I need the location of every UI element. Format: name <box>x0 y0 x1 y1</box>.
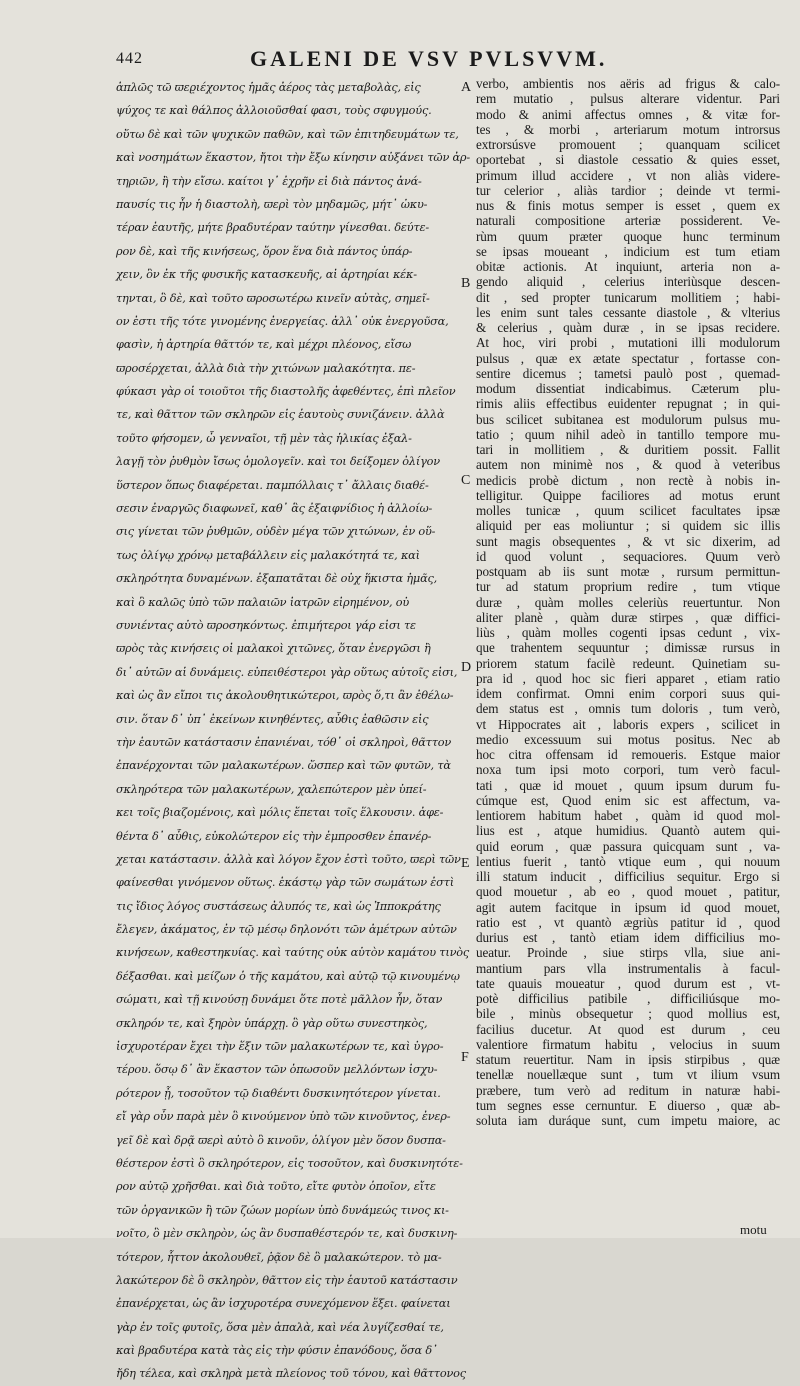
text-line: aliter planè , quàm duræ stirpes , quæ diffici- <box>476 609 780 625</box>
text-line: cúmque est, Quod enim sic est affectum, va- <box>476 792 780 808</box>
text-line: obitæ actionis. At inquiunt, arteria non a- <box>476 259 780 274</box>
margin-letter-e: E <box>461 856 470 871</box>
text-line: tatio ; quum nihil adeò in tantillo tempore mu- <box>476 426 780 442</box>
text-line: ueatur. Proinde , siue stirps vlla, siue ani- <box>476 945 780 961</box>
text-line: φαίνεσθαι γινόμενον οὕτως. ἑκάστῳ γὰρ τῶν σωμάτων ἐστὶ <box>116 876 454 890</box>
text-line: modum dissentiat indicabimus. Cæterum plu- <box>476 381 780 396</box>
text-line: ὕστερον ὅπως διαφέρεται. παμπόλλαις τ᾽ ἄλλαις διαθέ- <box>116 478 429 492</box>
text-line: τὴν ἑαυτῶν κατάστασιν ἐπανιέναι, τόθ᾽ οἱ σκληροὶ, θᾶττον <box>116 735 452 749</box>
text-line: κινήσεων, καθεστηκυίας. καὶ ταύτης οὐκ αὐτὸν καμάτου τινὸς <box>116 946 469 960</box>
text-line: τηριῶν, ἢ τὴν εἴσω. καίτοι γ᾽ ἐχρῆν εἰ διὰ πάντος ἀνά- <box>116 174 422 188</box>
text-line: ψύχος τε καὶ θάλπος ἀλλοιοῦσθαί φασι, τοὺς σφυγμούς. <box>116 104 432 118</box>
margin-letter-a: A <box>461 80 472 95</box>
text-line: χεται κατάστασιν. ἀλλὰ καὶ λόγον ἔχον ἐστὶ τοῦτο, ϖερὶ τῶν <box>116 852 461 866</box>
text-line: duræ , quàm molles celeriùs reuertuntur. Non <box>476 594 780 610</box>
text-line: medicis probè dictum , non rectè à nobis in- <box>476 472 780 488</box>
text-line: liùs , quàm molles cogenti ipsas cedunt , vix- <box>476 625 780 640</box>
text-line: mantium pars vlla instrumentalis à facul- <box>476 960 780 976</box>
text-line: tur ad statum proprium redire , tum vtique <box>476 579 780 595</box>
margin-letter-c: C <box>461 473 471 488</box>
text-line: δέξασθαι. καὶ μείζων ὁ τῆς καμάτου, καὶ αὐτῷ τῷ κινουμένῳ <box>116 969 460 983</box>
text-line: vt Hippocrates ait , laboris expers , scilicet in <box>476 716 780 732</box>
text-line: dit , sed propter tunicarum mollitiem ; habi- <box>476 289 780 305</box>
text-line: agit autem facitque in ipsum id quod mouet, <box>476 899 780 915</box>
text-line: ἔλεγεν, ἀκάματος, ἐν τῷ μέσῳ δηλονότι τῶν ἀμέτρων αὐτῶν <box>116 923 457 937</box>
text-line: naturali compositione arteriæ possiderent. Ve- <box>476 213 780 229</box>
text-line: rùm quum præter quoque hunc terminum <box>476 228 780 244</box>
text-line: tum segnes esse cernuntur. E diuerso , quæ ab- <box>476 1097 780 1113</box>
catchword: motu <box>740 1222 767 1237</box>
text-line: λαγῇ τὸν ῥυθμὸν ἴσως ὁμολογεῖν. καὶ τοι δείξομεν ὀλίγον <box>116 455 440 469</box>
text-line: & celerius , quàm duræ , in se ipsas recidere. <box>476 320 780 335</box>
greek-text-column <box>116 76 470 1381</box>
margin-letter-b: B <box>461 276 471 291</box>
text-line: pra id , quod hoc sic fieri apparet , etiam ratio <box>476 670 780 686</box>
text-line: tari in mollitiem , & duritiem possit. Fallit <box>476 442 780 457</box>
text-line: medio excessuum sui motus positus. Nec ab <box>476 731 780 747</box>
text-line: ϖρὸς τὰς κινήσεις οἱ μαλακοὶ χιτῶνες, ὅταν ἐνεργῶσι ἢ <box>116 642 431 656</box>
text-line: γὰρ ἐν τοῖς φυτοῖς, ὅσα μὲν ἁπαλὰ, καὶ νέα λυγίζεσθαί τε, <box>116 1320 444 1334</box>
text-line: ratio est , vt quantò ægriùs patitur id , quod <box>476 914 780 930</box>
text-line: noxa tum ipsi moto corpori, tum verò facul- <box>476 762 780 778</box>
text-line: σεσιν ἐναργῶς διαφωνεῖ, καθ᾽ ἃς ἐξαιφνίδιος ἡ ἀλλοίω- <box>116 502 433 516</box>
text-line: εἴ γὰρ οὖν παρὰ μὲν ὃ κινούμενον ὑπὸ τῶν κινοῦντος, ἐνερ- <box>116 1110 451 1124</box>
text-line: sentire dicemus ; tametsi paulò post , quemad- <box>476 365 780 381</box>
text-line: φύκασι γὰρ οἱ τοιοῦτοι τῆς διαστολῆς ἀφεθέντες, ἐπὶ πλεῖον <box>116 385 456 399</box>
text-line: τέραν ἑαυτῆς, μήτε βραδυτέραν ταύτην γίνεσθαι. δεύτε- <box>116 221 429 235</box>
text-line: primum illud accidere , vt non aliàs videre- <box>476 167 780 183</box>
text-line: statum reuertitur. Nam in ipsis stirpibus , quæ <box>476 1052 780 1067</box>
text-line: τέρου. ὅσῳ δ᾽ ἂν ἕκαστον τῶν ὁπωσοῦν μελλόντων ἰσχυ- <box>116 1063 438 1077</box>
text-line: θέντα δ᾽ αὖθις, εὐκολώτερον εἰς τὴν ἐμπροσθεν ἐπανέρ- <box>116 829 432 843</box>
text-line: τε, καὶ θᾶττον τῶν σκληρῶν εἰς ἑαυτοὺς συνιζάνειν. ἀλλὰ <box>116 408 445 422</box>
text-line: ἤδη τέλεα, καὶ σκληρὰ μετὰ πλείονος τοῦ τόνου, καὶ θᾶττονος <box>116 1367 466 1381</box>
text-line: telligitur. Quippe faciliores ad motus erunt <box>476 487 780 503</box>
text-line: συνιέντας αὐτὸ ϖροσηκόντως. ἐπιμήτεροι γάρ εἰσι τε <box>116 618 416 632</box>
text-line: aliquid per eas moliuntur ; si quidem sic illis <box>476 518 780 534</box>
text-line: σκληρόν τε, καὶ ξηρὸν ὑπάρχῃ. ὃ γὰρ οὕτω συνεστηκὸς, <box>116 1016 428 1030</box>
text-line: verbo, ambientis nos aëris ad frigus & calo- <box>476 76 780 91</box>
text-line: lentiorem habitum habet , quàm id quod mol- <box>476 808 780 823</box>
text-line: præbere, tum verò ad reditum in naturæ habi- <box>476 1082 780 1098</box>
text-line: σις γίνεται τῶν ῥυθμῶν, οὐδὲν μέγα τῶν χιτώνων, ἐν οὕ- <box>116 525 436 539</box>
text-line: se ipsas moueant , indicium est tum etiam <box>476 243 780 259</box>
margin-letter-f: F <box>461 1050 469 1065</box>
text-line: κει τοῖς βιαζομένοις, καὶ μόλις ἕπεται τοῖς ἕλκουσιν. ἀφε- <box>116 806 444 820</box>
text-line: καὶ νοσημάτων ἕκαστον, ἤτοι τὴν ἔξω κίνησιν αὐξάνει τῶν ἀρ- <box>116 151 470 165</box>
text-line: θέστερον ἐστὶ ὃ σκληρότερον, εἰς τοσοῦτον, καὶ δυσκινητότε- <box>116 1156 463 1170</box>
text-line: νοῖτο, ὃ μὲν σκληρὸν, ὡς ἂν δυσπαθέστερόν τε, καὶ δυσκινη- <box>116 1227 458 1241</box>
text-line: ρον δὲ, καὶ τῆς κινήσεως, ὅρον ἕνα διὰ πάντος ὑπάρ- <box>116 244 413 258</box>
text-line: καὶ βραδυτέρα κατὰ τὰς εἰς τὴν φύσιν ἐπανόδους, ὅσα δ᾽ <box>116 1344 438 1358</box>
text-line: id quod volunt , sequaciores. Quum verò <box>476 548 780 564</box>
text-line: φασὶν, ἡ ἀρτηρία θᾶττόν τε, καὶ μέχρι πλέονος, εἴσω <box>116 338 412 352</box>
text-line: τηνται, ὃ δὲ, καὶ τοῦτο ϖροσωτέρω κινεῖν αὐτὰς, σημεῖ- <box>116 291 430 305</box>
text-line: postquam ab iis sunt motæ , rursum permittun- <box>476 564 780 579</box>
text-line: oportebat , si diastole cessatio & quies esset, <box>476 152 780 168</box>
text-line: ρότερον ᾖ, τοσοῦτον τῷ διαθέντι δυσκινητότερον γίνεται. <box>116 1086 441 1100</box>
text-line: molles tunicæ , quum scilicet facultates ipsæ <box>476 503 780 518</box>
text-line: tati , quæ id mouet , quum ipsum durum fu- <box>476 777 780 793</box>
text-line: τοῦτο φήσομεν, ὦ γενναῖοι, τῇ μὲν τὰς ἡλικίας ἐξαλ- <box>116 431 412 445</box>
text-line: σκληρότερα τῶν μαλακωτέρων, χαλεπώτερον μὲν ὑπεί- <box>116 782 427 796</box>
text-line: facilius ducetur. At quod est durum , ceu <box>476 1021 780 1037</box>
text-line: καὶ ὃ καλῶς ὑπὸ τῶν παλαιῶν ἰατρῶν εἰρημένον, οὐ <box>116 595 410 609</box>
text-line: ἁπλῶς τῶ ϖεϱιέχοντος ἡμᾶς ἀέρος τὰς μεταβολὰς, εἰς <box>116 81 421 94</box>
text-line: bile , minùs obsequetur ; quod mollius est, <box>476 1006 780 1022</box>
text-line: soluta iam duráque sunt, cum impetu maiore, ac <box>476 1113 780 1128</box>
text-line: δι᾽ αὐτῶν αἱ δυνάμεις. εὐπειθέστεροι γὰρ οὕτως αὐτοῖς εἰσι, <box>116 665 458 679</box>
text-line: χειν, ὃν ἐκ τῆς φυσικῆς κατασκευῆς, αἱ ἀρτηρίαι κέκ- <box>116 268 417 282</box>
text-line: τως ὀλίγῳ χρόνῳ μεταβάλλειν εἰς μαλακότητά τε, καὶ <box>116 548 420 562</box>
text-line: quid eorum , quæ passura quicquam sunt , va- <box>476 838 780 854</box>
text-line: τότερον, ἧττον ἀκολουθεῖ, ῥᾷον δὲ ὃ μαλακώτερον. τὸ μα- <box>116 1250 442 1264</box>
text-line: lentius fuerit , tantò vtique eum , qui nouum <box>476 853 780 869</box>
text-line: valentiore firmatum habitu , velocius in suum <box>476 1036 780 1052</box>
text-line: τις ἴδιος λόγος συστάσεως ἀλυπός τε, καὶ ὡς Ἱπποκράτης <box>116 899 441 913</box>
text-line: παυσίς τις ἦν ἡ διαστολὴ, ϖερὶ τὸν μηδαμῶς, μήτ᾽ ὠκυ- <box>116 197 428 211</box>
margin-letter-d: D <box>461 660 472 675</box>
page-number: 442 <box>116 50 143 67</box>
text-line: οὕτω δὲ καὶ τῶν ψυχικῶν παθῶν, καὶ τῶν ἐπιτηδευμάτων τε, <box>116 127 459 141</box>
text-line: modo & animi affectus omnes , & vitæ for- <box>476 106 780 122</box>
text-line: tes , & morbi , arteriarum motum introrsus <box>476 121 780 137</box>
text-line: ρον αὐτῷ χρῆσθαι. καὶ διὰ τοῦτο, εἴτε φυτὸν ὁποῖον, εἴτε <box>116 1180 436 1194</box>
text-line: καὶ ὡς ἂν εἴποι τις ἀκολουθητικώτεροι, ϖρὸς ὅ,τι ἂν ἐθέλω- <box>116 689 454 703</box>
text-line: γεῖ δὲ καὶ δρᾷ ϖερὶ αὐτὸ ὃ κινοῦν, ὁλίγον μὲν ὅσον δυσπα- <box>116 1133 446 1147</box>
text-line: idem confirmat. Omni enim corpori suus qui- <box>476 686 780 701</box>
running-title: GALENI DE VSV PVLSVVM. <box>250 46 608 71</box>
text-line: ἐπανέρχονται τῶν μαλακωτέρων. ὥσπερ καὶ τῶν φυτῶν, τὰ <box>116 759 451 773</box>
text-line: durius est , tantò etiam idem difficilius mo- <box>476 930 780 945</box>
text-line: extrorsúsve promouent ; quanquam scilicet <box>476 137 780 152</box>
text-line: hoc citra offensam id remoueris. Estque maior <box>476 747 780 762</box>
text-line: sunt magis obsequentes , & vt sic dixerim, ad <box>476 533 780 549</box>
text-line: que trahentem sequuntur ; dimissæ rursus in <box>476 640 780 656</box>
text-line: tate quauis moueatur , quod durum est , vt- <box>476 975 780 991</box>
text-line: gendo aliquid , celerius interiùsque descen- <box>476 274 780 290</box>
text-line: λακώτερον δὲ ὃ σκληρὸν, θᾶττον εἰς τὴν ἑαυτοῦ κατάστασιν <box>116 1273 458 1287</box>
text-line: ϖροσέρχεται, ἀλλὰ διὰ τὴν χιτώνων μαλακότητα. πε- <box>116 361 416 375</box>
text-line: autem non minimè nos , & quod à veteribus <box>476 457 780 473</box>
text-line: potè difficilius patibile , difficiliúsque mo- <box>476 991 780 1006</box>
text-line: At hoc, viri probi , mutationi illi modulorum <box>476 335 780 351</box>
text-line: ον ἐστι τῆς τότε γινομένης ἐνεργείας. ἀλλ᾽ οὐκ ἐνεργοῦσα, <box>116 314 449 328</box>
text-line: tenellæ nouellæque sunt , tum vt ilium vsum <box>476 1067 780 1083</box>
text-line: nus & finis motus semper is esset , quem ex <box>476 198 780 213</box>
text-line: σιν. ὅταν δ᾽ ὑπ᾽ ἐκείνων κινηθέντες, αὖθις ἐαθῶσιν εἰς <box>116 712 429 726</box>
text-line: bus scilicet subitanea est modulorum pulsus mu- <box>476 411 780 427</box>
text-line: quod mouetur , ab eo , quod mouet , patitur, <box>476 884 780 900</box>
text-line: τῶν ὀργανικῶν ἢ τῶν ζώων μορίων ὑπὸ δυνάμεώς τινος κι- <box>116 1203 449 1217</box>
latin-text-column <box>476 76 780 1226</box>
text-line: σκληρότητα δυναμένων. ἐξαπατᾶται δὲ οὐχ ἥκιστα ἡμᾶς, <box>116 572 438 586</box>
text-line: illi statum inducit , difficilius sequitur. Ergo si <box>476 869 780 884</box>
text-line: priorem statum facilè redeunt. Quinetiam su- <box>476 655 780 671</box>
text-line: σώματι, καὶ τῇ κινούσῃ δυνάμει ὅτε ποτὲ μᾶλλον ἦν, ὅταν <box>116 993 443 1007</box>
text-line: tur celerior , aliàs tardior ; deinde vt termi- <box>476 182 780 198</box>
text-line: rimis aliis effectibus euidenter repugnat ; in qui- <box>476 396 780 412</box>
text-line: ἰσχυροτέραν ἔχει τὴν ἕξιν τῶν μαλακωτέρων τε, καὶ ὑγρο- <box>116 1040 444 1054</box>
text-line: lius est , atque humidius. Quantò autem qui- <box>476 823 780 839</box>
text-line: les enim sunt tales cessante diastole , & vlterius <box>476 304 780 320</box>
text-line: dem status est , omnis tum doloris , tum verò, <box>476 701 780 717</box>
text-line: pulsus , quæ ex ætate spectatur , fortasse con- <box>476 350 780 366</box>
text-line: ἐπανέρχεται, ὡς ἂν ἰσχυροτέρα συνεχόμενον ἕξει. φαίνεται <box>116 1297 451 1311</box>
text-line: rem mutatio , pulsus alterare videntur. Pari <box>476 91 780 107</box>
